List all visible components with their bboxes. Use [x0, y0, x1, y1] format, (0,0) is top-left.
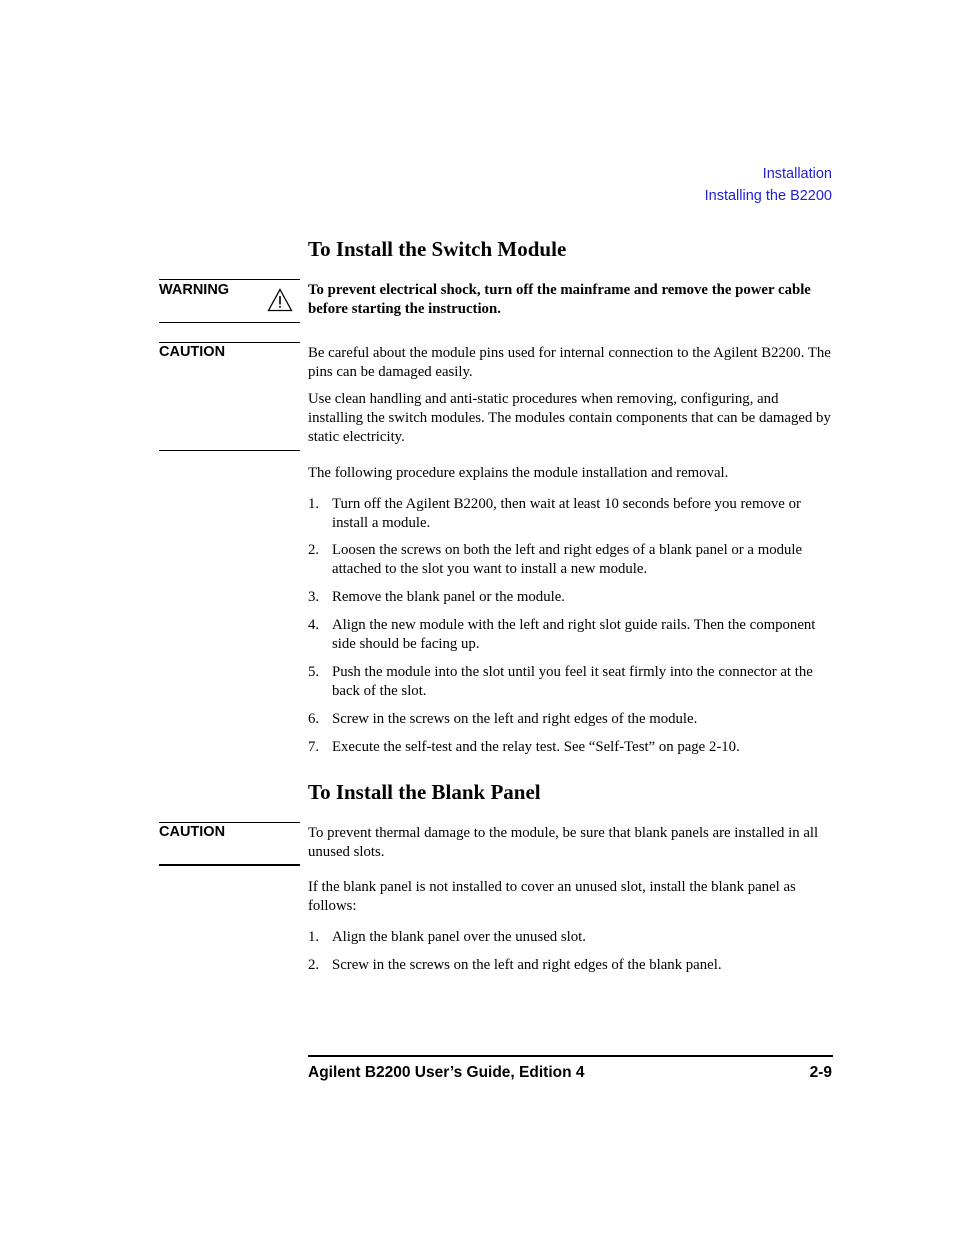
step-number: 7.	[308, 739, 320, 755]
step-text: Turn off the Agilent B2200, then wait at least 10 seconds before you remove or install a module.	[332, 496, 801, 531]
step-number: 2.	[308, 957, 320, 973]
caution-bottom-rule	[159, 450, 300, 451]
step-number: 2.	[308, 542, 320, 558]
step-text: Screw in the screws on the left and right edges of the blank panel.	[332, 957, 722, 973]
footer-rule	[308, 1055, 833, 1057]
list-item	[308, 928, 834, 947]
list-item	[308, 956, 834, 975]
step-text: Align the new module with the left and right slot guide rails. Then the component side should be facing up.	[332, 617, 816, 652]
step-text: Align the blank panel over the unused slot.	[332, 929, 586, 945]
blank-panel-intro: If the blank panel is not installed to cover an unused slot, install the blank panel as follows:	[308, 879, 796, 914]
warning-bottom-rule	[159, 322, 300, 323]
step-text: Screw in the screws on the left and right edges of the module.	[332, 711, 698, 727]
list-item	[308, 541, 834, 579]
section-title-blank-panel: To Install the Blank Panel	[308, 780, 541, 804]
caution-label: CAUTION	[159, 344, 226, 360]
warning-text: To prevent electrical shock, turn off the mainframe and remove the power cable before starting the instruction.	[308, 282, 811, 317]
footer-guide-title: Agilent B2200 User’s Guide, Edition 4	[308, 1064, 585, 1081]
step-text: Execute the self-test and the relay test. See “Self-Test” on page 2-10.	[332, 739, 740, 755]
caution-label: CAUTION	[159, 824, 226, 840]
step-text: Remove the blank panel or the module.	[332, 589, 565, 605]
caution-text: To prevent thermal damage to the module, be sure that blank panels are installed in all unused slots.	[308, 825, 819, 860]
warning-label: WARNING	[159, 282, 230, 298]
step-text: Push the module into the slot until you feel it seat firmly into the connector at the back of the slot.	[332, 664, 813, 699]
caution-top-rule	[159, 342, 300, 343]
warning-top-rule	[159, 279, 300, 280]
caution-paragraph-2: Use clean handling and anti-static procedures when removing, configuring, and installing the switch modules. The modules contain components that can be damaged by static electricity.	[308, 391, 831, 445]
list-item	[308, 616, 834, 654]
footer-page-number: 2-9	[809, 1064, 832, 1081]
warning-triangle-icon	[267, 288, 293, 312]
step-number: 4.	[308, 617, 320, 633]
step-number: 6.	[308, 711, 320, 727]
procedure-intro: The following procedure explains the module installation and removal.	[308, 465, 729, 481]
step-text: Loosen the screws on both the left and right edges of a blank panel or a module attached to the slot you want to install a new module.	[332, 542, 803, 577]
step-number: 5.	[308, 664, 320, 680]
list-item	[308, 495, 834, 533]
header-section-link[interactable]: Installing the B2200	[704, 188, 832, 204]
section-title-switch-module: To Install the Switch Module	[308, 237, 567, 261]
list-item	[308, 738, 834, 757]
caution-top-rule	[159, 822, 300, 823]
step-number: 1.	[308, 929, 320, 945]
list-item	[308, 710, 834, 729]
list-item	[308, 663, 834, 701]
step-number: 1.	[308, 496, 320, 512]
step-number: 3.	[308, 589, 320, 605]
list-item	[308, 588, 834, 607]
caution-bottom-rule	[159, 864, 300, 866]
header-chapter-link[interactable]: Installation	[762, 166, 832, 182]
caution-paragraph-1: Be careful about the module pins used for internal connection to the Agilent B2200. The pins can be damaged easily.	[308, 345, 831, 380]
